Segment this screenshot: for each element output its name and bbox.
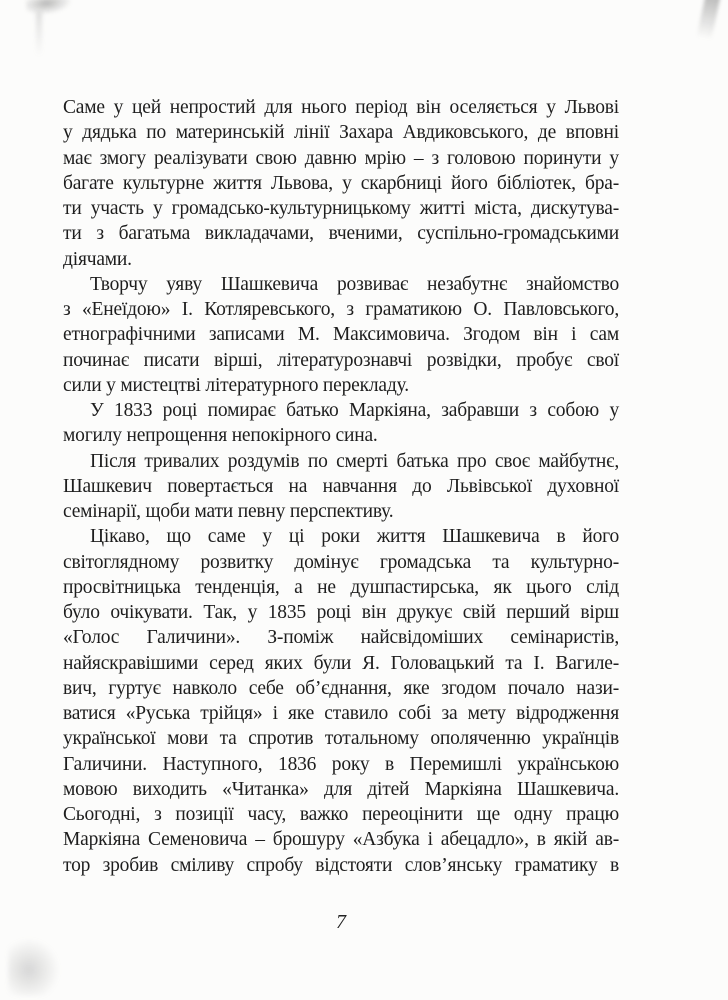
text-line: починає писати вірші, літературознавчі розвідки, пробує свої xyxy=(63,349,619,371)
text-line: просвітницька тенденція, а не душпастирська, як цього слід xyxy=(63,576,619,598)
text-line: діячами. xyxy=(63,248,132,270)
text-line: Творчу уяву Шашкевича розвиває незабутнє знайомство xyxy=(90,273,619,295)
text-line: У 1833 році помирає батько Маркіяна, забравши з собою у xyxy=(90,400,619,421)
text-line: ти участь у громадсько-культурницькому житті міста, дискутува- xyxy=(63,198,619,219)
text-line: багате культурне життя Львова, у скарбниці його бібліотек, бра- xyxy=(63,172,619,194)
text-line: «Голос Галичини». З-поміж найсвідоміших семінаристів, xyxy=(63,627,619,649)
text-line: мовою виходить «Читанка» для дітей Маркіяна Шашкевича. xyxy=(63,778,619,800)
scan-streak-top-left xyxy=(36,12,42,56)
page-number: 7 xyxy=(336,911,346,933)
text-line: світоглядному розвитку домінує громадська та культурно- xyxy=(63,551,619,573)
text-line: етнографічними записами М. Максимовича. Згодом він і сам xyxy=(63,324,619,346)
text-line: з «Енеїдою» І. Котляревського, з граматикою О. Павловського, xyxy=(63,299,619,320)
text-line: Шашкевич повертається на навчання до Львівської духовної xyxy=(63,475,619,497)
paragraph xyxy=(63,524,619,878)
text-line: сили у мистецтві літературного перекладу. xyxy=(63,374,409,396)
text-line: ватися «Руська трійця» і яке ставило собі за мету відродження xyxy=(63,703,619,724)
text-line: Галичини. Наступного, 1836 року в Перемишлі українською xyxy=(63,753,619,775)
text-line: ти з багатьма викладачами, вченими, суспільно-громадськими xyxy=(63,223,619,245)
text-line: Сьогодні, з позиції часу, важко переоцінити ще одну працю xyxy=(63,804,619,825)
text-line: Після тривалих роздумів по смерті батька про своє майбутнє, xyxy=(90,450,619,472)
text-line: Цікаво, що саме у ці роки життя Шашкевича в його xyxy=(90,526,619,548)
paragraph xyxy=(63,449,619,525)
text-line: семінарії, щоби мати певну перспективу. xyxy=(63,501,394,522)
text-line: вич, гуртує навколо себе об’єднання, яке згодом почало нази- xyxy=(63,677,619,699)
text-line: було очікувати. Так, у 1835 році він друкує свій перший вірш xyxy=(63,602,619,623)
text-line: тор зробив сміливу спробу відстояти слов’янську граматику в xyxy=(63,854,619,876)
text-line: найяскравішими серед яких були Я. Головацький та І. Вагиле- xyxy=(63,652,619,674)
scan-smudge-top-right xyxy=(697,0,721,40)
scan-smudge-bottom-left xyxy=(8,938,60,996)
text-line: могилу непрощення непокірного сина. xyxy=(63,425,378,447)
text-line: у дядька по материнській лінії Захара Авдиковського, де вповні xyxy=(63,122,619,144)
paragraph xyxy=(63,398,619,449)
text-line: Саме у цей непростий для нього період він оселяється у Львові xyxy=(63,97,619,118)
page-text-block xyxy=(63,95,619,878)
text-line: Маркіяна Семеновича – брошуру «Азбука і абецадло», в якій ав- xyxy=(63,829,619,851)
paragraph xyxy=(63,272,619,398)
scan-smudge-top-left xyxy=(25,0,73,16)
text-line: має змогу реалізувати свою давню мрію – з головою поринути у xyxy=(63,147,619,169)
paragraph xyxy=(63,95,619,272)
text-line: української мови та спротив тотальному ополяченню українців xyxy=(63,728,619,750)
